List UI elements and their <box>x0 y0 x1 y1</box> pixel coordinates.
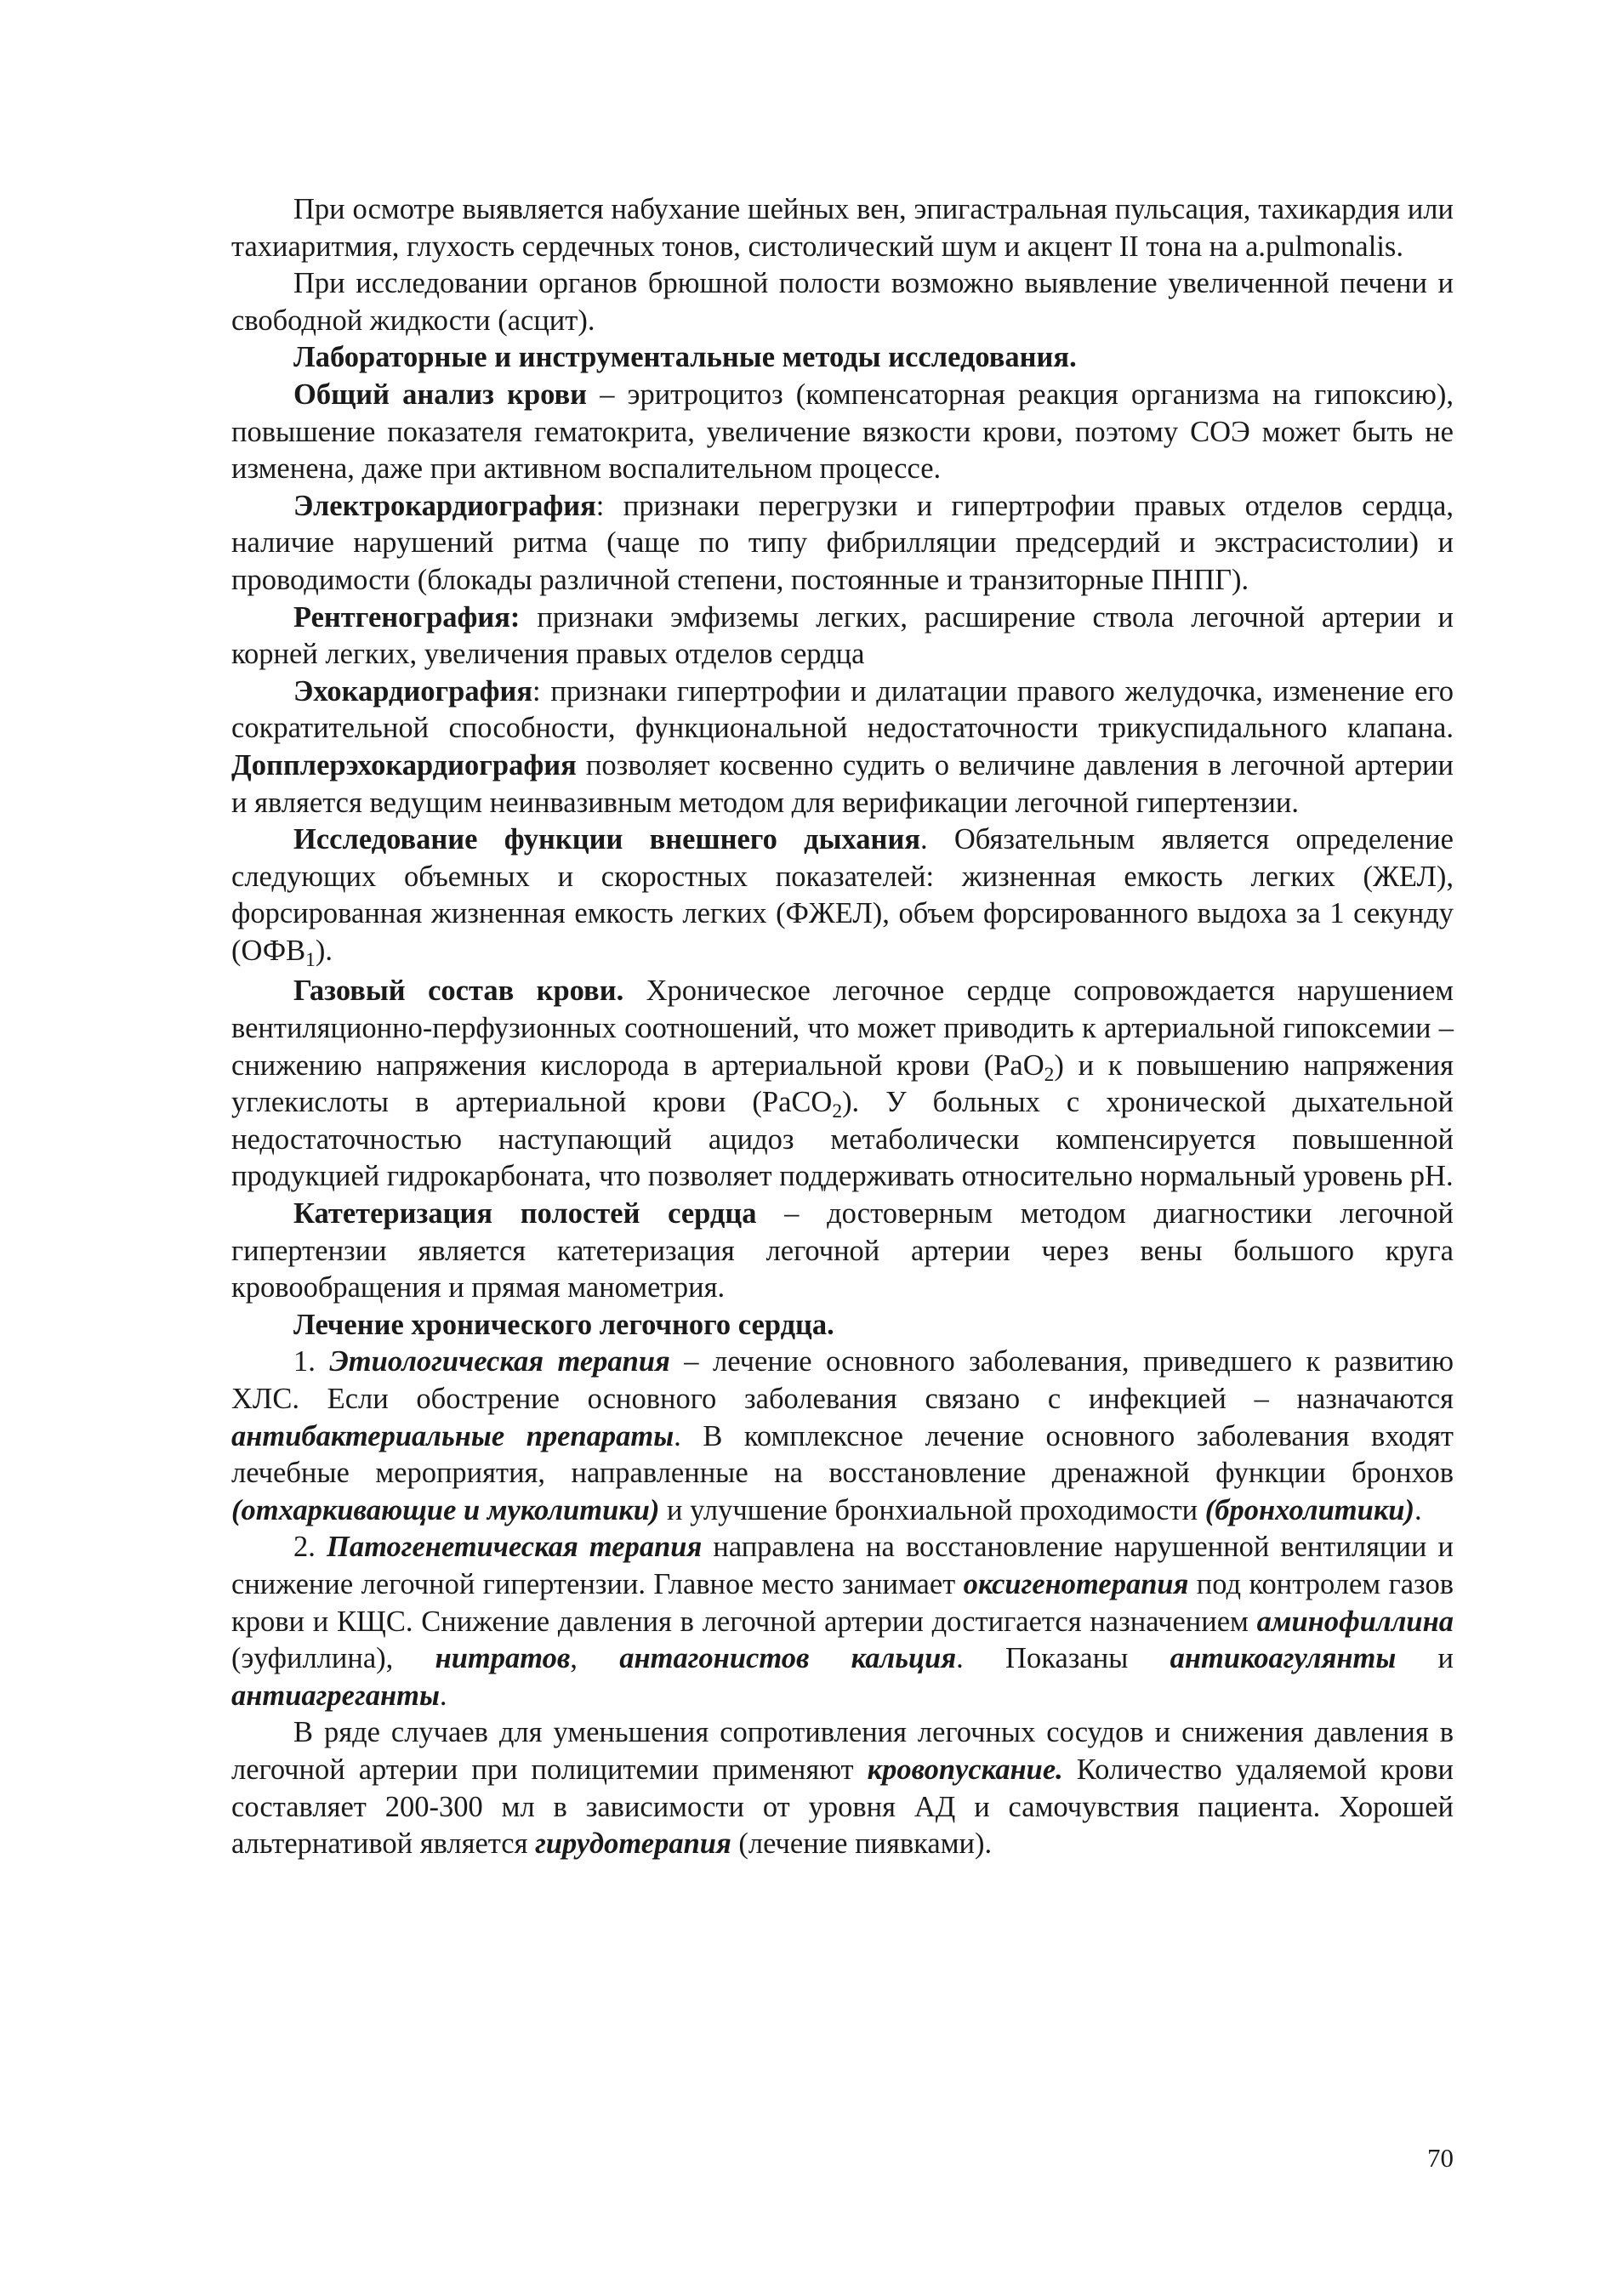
term-mucolytics: (отхаркивающие и муколитики) <box>231 1493 660 1526</box>
term-calcium-antagonists: антагонистов кальция <box>619 1642 957 1675</box>
term-spirometry: Исследование функции внешнего дыхания <box>293 823 920 856</box>
term-antiplatelets: антиагреганты <box>231 1679 440 1712</box>
heading-treatment: Лечение хронического легочного сердца. <box>293 1308 834 1341</box>
term-doppler: Допплерэхокардиография <box>231 748 577 781</box>
page-number: 70 <box>1427 2143 1454 2173</box>
term-oxygen-therapy: оксигенотерапия <box>963 1567 1189 1600</box>
term-pathogenetic-therapy: Патогенетическая терапия <box>327 1531 703 1564</box>
term-echo: Эхокардиография <box>293 674 533 708</box>
term-bronchodilators: (бронхолитики) <box>1204 1493 1414 1526</box>
term-anticoagulants: антикоагулянты <box>1170 1642 1397 1675</box>
paragraph-xray: Рентгенография: признаки эмфиземы легких, расширение ствола легочной артерии и корней легких, увеличения правых отделов сердца <box>231 600 1454 671</box>
paragraph-etiological-therapy: 1. Этиологическая терапия – лечение основного заболевания, приведшего к развитию ХЛС. Если обострение основного заболевания связано с инфекцией – назначаются антибактериальные препараты. В комплексное лечение основного заболевания входят лечебные мероприятия, направленные на восстановление дренажной функции бронхов (отхаркивающие и муколитики) и улучшение бронхиальной проходимости (бронхолитики). <box>231 1345 1454 1526</box>
paragraph-echo: Эхокардиография: признаки гипертрофии и дилатации правого желудочка, изменение его сократительной способности, функциональной недостаточности трикуспидального клапана. Допплерэхокардиография позволяет косвенно судить о величине давления в легочной артерии и является ведущим неинвазивным методом для верификации легочной гипертензии. <box>231 674 1454 819</box>
paragraph-blood-test: Общий анализ крови – эритроцитоз (компенсаторная реакция организма на гипоксию), повышение показателя гематокрита, увеличение вязкости крови, поэтому СОЭ может быть не изменена, даже при активном воспалительном процессе. <box>231 378 1454 486</box>
term-hirudotherapy: гирудотерапия <box>535 1827 731 1861</box>
term-nitrates: нитратов <box>435 1642 571 1675</box>
term-aminophylline: аминофиллина <box>1256 1605 1454 1638</box>
term-bloodletting: кровопускание. <box>867 1753 1063 1786</box>
term-blood-test: Общий анализ крови <box>293 378 588 411</box>
page-body <box>231 191 1454 1863</box>
term-ecg: Электрокардиография <box>293 489 596 522</box>
paragraph-spirometry: Исследование функции внешнего дыхания. Обязательным является определение следующих объемных и скоростных показателей: жизненная емкость легких (ЖЕЛ), форсированная жизненная емкость легких (ФЖЕЛ), объем форсированного выдоха за 1 секунду $(ОФВ_1)$. <box>231 823 1454 971</box>
term-antibacterial: антибактериальные препараты <box>231 1419 674 1452</box>
term-xray: Рентгенография: <box>293 600 521 634</box>
term-blood-gas: Газовый состав крови. <box>293 975 624 1008</box>
paragraph-bloodletting: В ряде случаев для уменьшения сопротивления легочных сосудов и снижения давления в легочной артерии при полицитемии применяют кровопускание. Количество удаляемой крови составляет 200-300 мл в зависимости от уровня АД и самочувствия пациента. Хорошей альтернативой является гирудотерапия (лечение пиявками). <box>231 1716 1454 1861</box>
paragraph-abdomen: При исследовании органов брюшной полости возможно выявление увеличенной печени и свободной жидкости (асцит). <box>231 267 1454 337</box>
paragraph-examination: При осмотре выявляется набухание шейных вен, эпигастральная пульсация, тахикардия или тахиаритмия, глухость сердечных тонов, систолический шум и акцент II тона на a.pulmonalis. <box>231 193 1454 263</box>
term-etiological-therapy: Этиологическая терапия <box>329 1345 670 1378</box>
paragraph-pathogenetic-therapy: 2. Патогенетическая терапия направлена на восстановление нарушенной вентиляции и снижение легочной гипертензии. Главное место занимает оксигенотерапия под контролем газов крови и КЩС. Снижение давления в легочной артерии достигается назначением аминофиллина (эуфиллина), нитратов, антагонистов кальция. Показаны антикоагулянты и антиагреганты. <box>231 1531 1454 1712</box>
term-catheterization: Катетеризация полостей сердца <box>293 1197 757 1230</box>
paragraph-blood-gas: Газовый состав крови. Хроническое легочное сердце сопровождается нарушением вентиляционно-перфузионных соотношений, что может приводить к артериальной гипоксемии – снижению напряжения кислорода в артериальной крови (PaO$_2$) и к повышению напряжения углекислоты в артериальной крови (PaCO$_2$). У больных с хронической дыхательной недостаточностью наступающий ацидоз метаболически компенсируется повышенной продукцией гидрокарбоната, что позволяет поддерживать относительно нормальный уровень pH. <box>231 975 1454 1193</box>
paragraph-catheterization: Катетеризация полостей сердца – достоверным методом диагностики легочной гипертензии является катетеризация легочной артерии через вены большого круга кровообращения и прямая манометрия. <box>231 1197 1454 1304</box>
paragraph-ecg: Электрокардиография: признаки перегрузки и гипертрофии правых отделов сердца, наличие нарушений ритма (чаще по типу фибрилляции предсердий и экстрасистолии) и проводимости (блокады различной степени, постоянные и транзиторные ПНПГ). <box>231 489 1454 596</box>
heading-lab-methods: Лабораторные и инструментальные методы исследования. <box>293 341 1077 374</box>
